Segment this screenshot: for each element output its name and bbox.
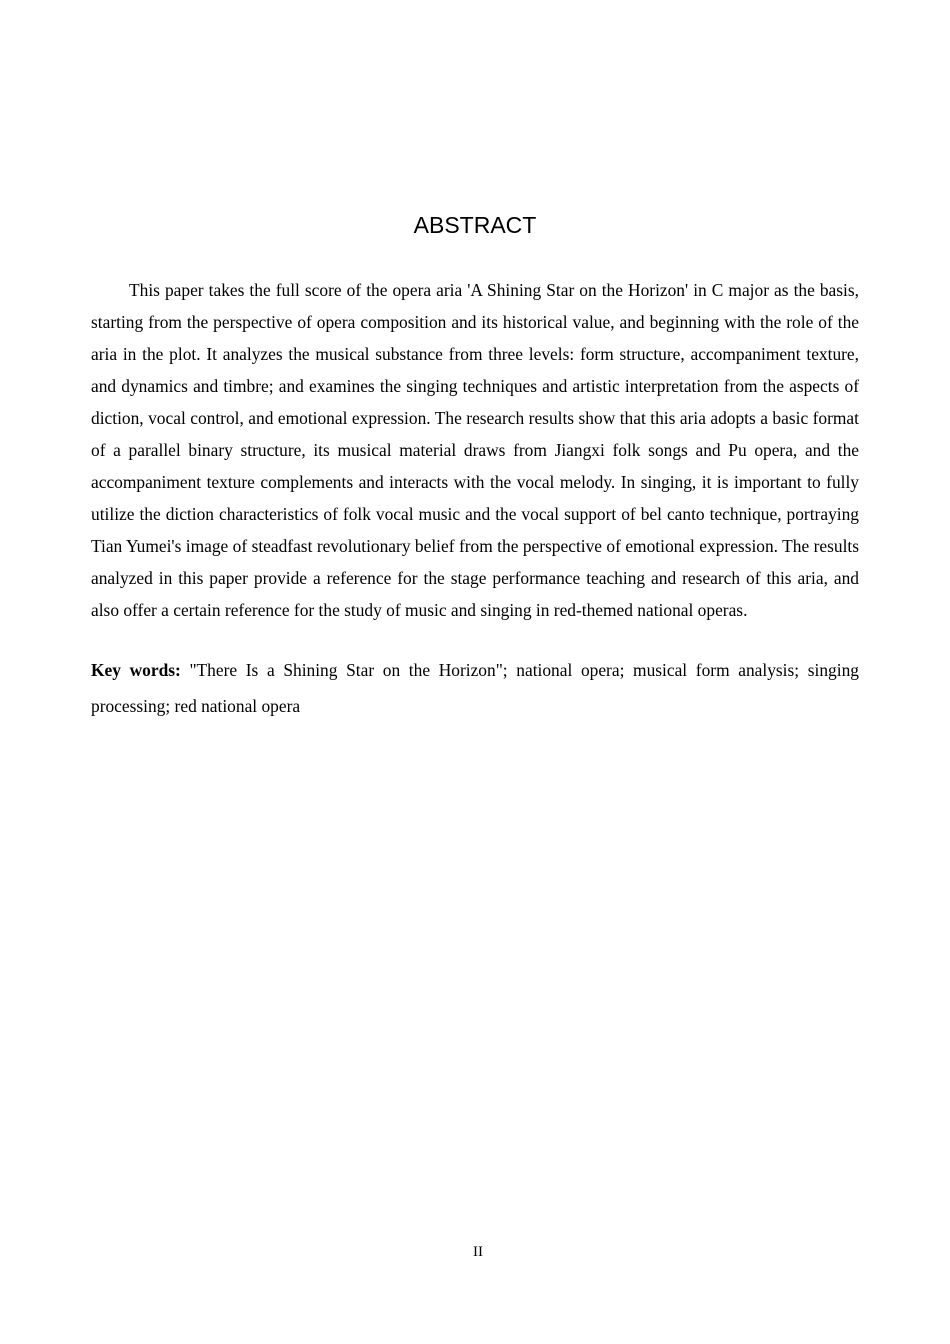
abstract-paragraph: This paper takes the full score of the opera aria 'A Shining Star on the Horizon' in C major as the basis, starting from the perspective of opera composition and its historical value, and beginning with the role of the aria in the plot. It analyzes the musical substance from three levels: form structure, accompaniment texture, and dynamics and timbre; and examines the singing techniques and artistic interpretation from the aspects of diction, vocal control, and emotional expression. The research results show that this aria adopts a basic format of a parallel binary structure, its musical material draws from Jiangxi folk songs and Pu opera, and the accompaniment texture complements and interacts with the vocal melody. In singing, it is important to fully utilize the diction characteristics of folk vocal music and the vocal support of bel canto technique, portraying Tian Yumei's image of steadfast revolutionary belief from the perspective of emotional expression. The results analyzed in this paper provide a reference for the stage performance teaching and research of this aria, and also offer a certain reference for the study of music and singing in red-themed national operas. bbox=[91, 280, 859, 620]
page-number: II bbox=[473, 1244, 483, 1260]
keywords-line bbox=[91, 652, 859, 724]
abstract-heading: ABSTRACT bbox=[413, 212, 537, 238]
keywords-label: Key words: bbox=[91, 660, 181, 680]
keywords-text: "There Is a Shining Star on the Horizon"; national opera; musical form analysis; singing processing; red national opera bbox=[91, 660, 859, 716]
